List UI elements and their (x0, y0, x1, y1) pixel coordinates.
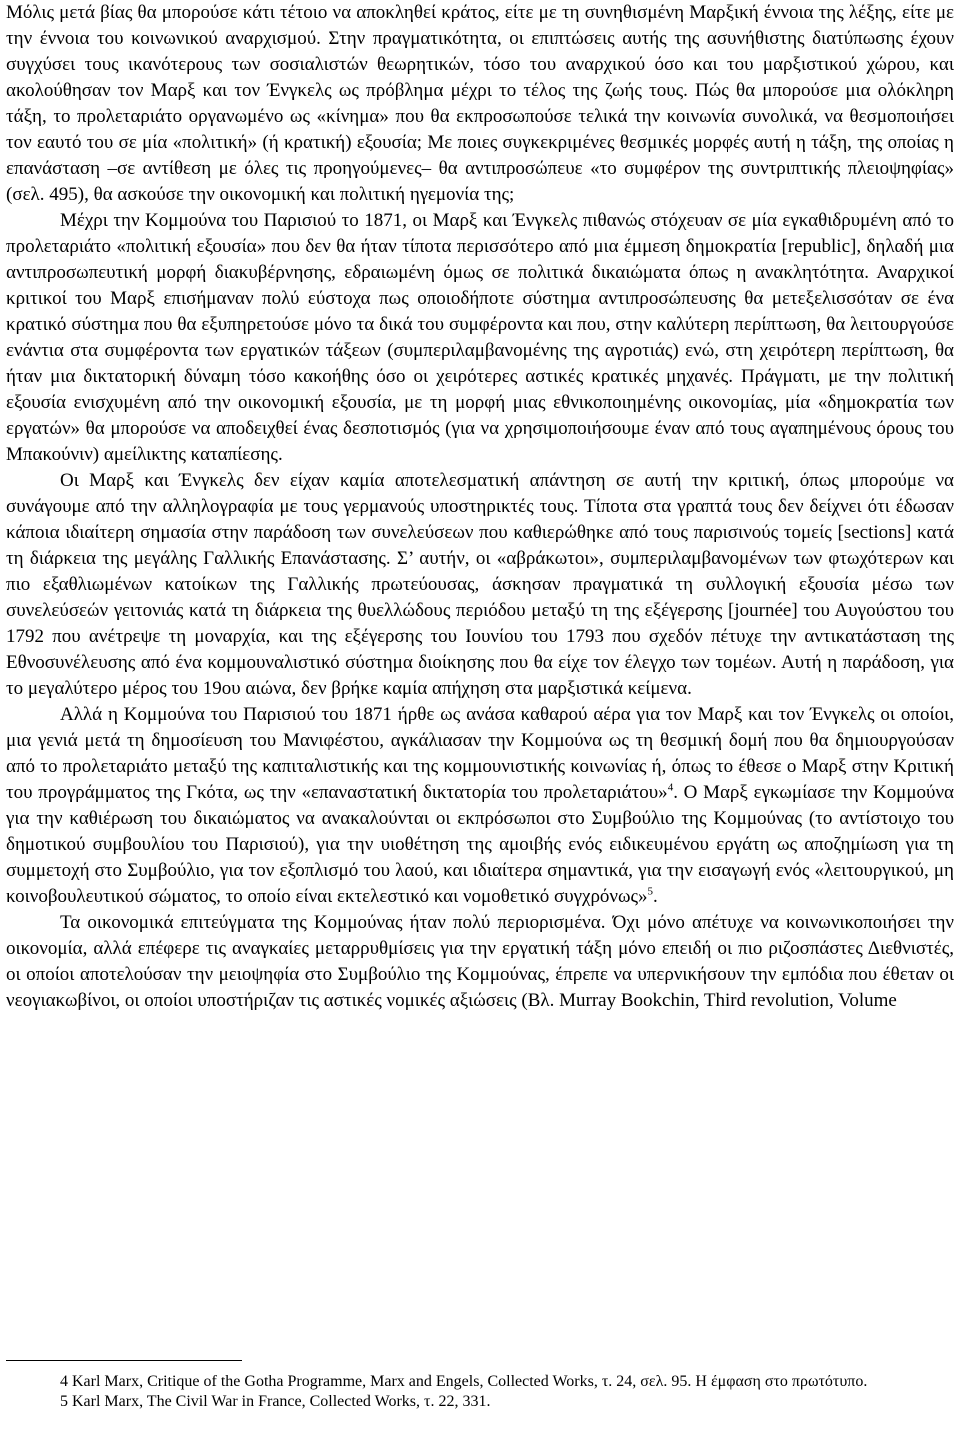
paragraph-2 (6, 208, 954, 468)
footnote-separator (6, 1360, 242, 1361)
paragraph-1 (6, 0, 954, 208)
paragraph-4 (6, 702, 954, 910)
document-body (6, 0, 954, 1014)
footnote-4: 4 Karl Marx, Critique of the Gotha Programme, Marx and Engels, Collected Works, τ. 24, σελ. 95. Η έμφαση στο πρωτότυπο. (60, 1373, 868, 1390)
footnote-ref-5[interactable]: 5 (647, 885, 654, 898)
paragraph-2-text: Μέχρι την Κομμούνα του Παρισιού το 1871, οι Μαρξ και Ένγκελς πιθανώς στόχευαν σε μία εγκαθιδρυμένη από το προλεταριάτο «πολιτική εξουσία» που δεν θα ήταν τίποτα περισσότερο από μια έμμεση δημοκρατία [republic], δηλαδή μια αντιπροσωπευτική μορφή διακυβέρνησης, εδραιωμένη όμως σε πολιτικά δικαιώματα όπως η ανακλητότητα. Αναρχικοί κριτικοί του Μαρξ επισήμαναν πολύ εύστοχα πως οποιοδήποτε σύστημα αντιπροσώπευσης θα μετεξελισσόταν σε ένα κρατικό σύστημα που θα εξυπηρετούσε μόνο τα δικά του συμφέροντα και που, στην καλύτερη περίπτωση, θα λειτουργούσε ενάντια στα συμφέροντα των εργατικών τάξεων (συμπεριλαμβανομένης της αγροτιάς) ενώ, στη χειρότερη περίπτωση, θα ήταν μια δικτατορική δύναμη τόσο κακοήθης όσο οι χειρότερες αστικές κρατικές μηχανές. Πράγματι, με την πολιτική εξουσία ενισχυμένη από την οικονομική εξουσία, με τη μορφή μιας εθνικοποιημένης οικονομίας, μία «δημοκρατία των εργατών» θα μπορούσε να αποδειχθεί ένας δεσποτισμός (για να χρησιμοποιήσουμε έναν από τους αγαπημένους όρους του Μπακούνιν) αμείλικτης καταπίεσης. (6, 210, 954, 465)
paragraph-3-text: Οι Μαρξ και Ένγκελς δεν είχαν καμία αποτελεσματική απάντηση σε αυτή την κριτική, όπως μπορούμε να συνάγουμε από την αλληλογραφία με τους γερμανούς υποστηρικτές τους. Τίποτα στα γραπτά τους δεν δείχνει ότι έδωσαν κάποια ιδιαίτερη σημασία στην παράδοση των συνελεύσεων που καθιερώθηκε από τους παρισινούς τομείς [sections] κατά τη διάρκεια της μεγάλης Γαλλικής Επανάστασης. Σ’ αυτήν, οι «αβράκωτοι», συμπεριλαμβανομένων των φτωχότερων και πιο εξαθλιωμένων κατοίκων της Γαλλικής πρωτεύουσας, άσκησαν πραγματικά τη συλλογική εξουσία μέσω των συνελεύσεών γειτονιάς κατά τη διάρκεια της θυελλώδους περιόδου μεταξύ τη της εξέγερσης [journée] του Αυγούστου του 1792 που ανέτρεψε τη μοναρχία, και της εξέγερσης του Ιουνίου του 1793 που σχεδόν πέτυχε την αντικατάσταση της Εθνοσυνέλευσης από ένα κομμουναλιστικό σύστημα διοίκησης που θα είχε τον έλεγχο των τομέων. Αυτή η παράδοση, για το μεγαλύτερο μέρος του 19ου αιώνα, δεν βρήκε καμία απήχηση στα μαρξιστικά κείμενα. (6, 470, 954, 699)
footnotes (6, 1372, 954, 1412)
footnote-5: 5 Karl Marx, The Civil War in France, Collected Works, τ. 22, 331. (60, 1393, 491, 1410)
paragraph-1-text: Μόλις μετά βίας θα μπορούσε κάτι τέτοιο να αποκληθεί κράτος, είτε με τη συνηθισμένη Μαρξική έννοια της λέξης, είτε με την έννοια του κοινωνικού αναρχισμού. Στην πραγματικότητα, οι επιπτώσεις αυτής της ασυνήθιστης διατύπωσης έχουν συγχύσει τους ικανότερους των σοσιαλιστών θεωρητικών, τόσο του αναρχικού όσο και του μαρξιστικού χώρου, και ακολούθησαν τον Μαρξ και τον Ένγκελς ως πρόβλημα μέχρι το τέλος της ζωής τους. Πώς θα μπορούσε μια ολόκληρη τάξη, το προλεταριάτο οργανωμένο ως «κίνημα» που θα εκπροσωπούσε τελικά την κοινωνία συνολικά, να θεσμοποιήσει τον εαυτό του σε μία «πολιτική» (ή κρατική) εξουσία; Με ποιες συγκεκριμένες θεσμικές μορφές αυτή η τάξη, της οποίας η επανάσταση –σε αντίθεση με όλες τις προηγούμενες– θα αντιπροσώπευε «το συμφέρον της συντριπτικής πλειοψηφίας» (σελ. 495), θα ασκούσε την οικονομική και πολιτική ηγεμονία της; (6, 2, 954, 205)
paragraph-3 (6, 468, 954, 702)
paragraph-4-tail: . Ο Μαρξ εγκωμίασε την Κομμούνα για την καθιέρωση του δικαιώματος να ανακαλούνται οι εκπρόσωποι στο Συμβούλιο της Κομμούνας (το αντίστοιχο του δημοτικού συμβουλίου του Παρισιού), για την υιοθέτηση της αμοιβής ενός ειδικευμένου εργάτη ως αποζημίωση για τη συμμετοχή στο Συμβούλιο, για τον εξοπλισμό του λαού, και ιδιαίτερα σημαντικά, για την εισαγωγή ενός «λειτουργικού, μη κοινοβουλευτικού σώματος, το οποίο είναι εκτελεστικό και νομοθετικό συγχρόνως» (6, 782, 954, 907)
paragraph-5-text: Τα οικονομικά επιτεύγματα της Κομμούνας ήταν πολύ περιορισμένα. Όχι μόνο απέτυχε να κοινωνικοποιήσει την οικονομία, αλλά επέφερε τις αναγκαίες μεταρρυθμίσεις για την εργατική τάξη μόνο επειδή οι πιο ριζοσπάστες Διεθνιστές, οι οποίοι αποτελούσαν την μειοψηφία στο Συμβούλιο της Κομμούνας, έπρεπε να υπερνικήσουν την εμπόδια που έθεταν οι νεογιακωβίνοι, οι οποίοι υποστήριζαν τις αστικές νομικές αξιώσεις (Βλ. Murray Bookchin, Third revolution, Volume (6, 912, 954, 1011)
paragraph-4-text: Αλλά η Κομμούνα του Παρισιού του 1871 ήρθε ως ανάσα καθαρού αέρα για τον Μαρξ και τον Ένγκελς οι οποίοι, μια γενιά μετά τη δημοσίευση του Μανιφέστου, αγκάλιασαν την Κομμούνα ως τη θεσμική δομή που θα δημιουργούσαν από το προλεταριάτο μεταξύ της καπιταλιστικής και της κομμουνιστικής κοινωνίας ή, όπως το έθεσε ο Μαρξ στην Κριτική του προγράμματος της Γκότα, ως την «επαναστατική δικτατορία του προλεταριάτου» (6, 704, 954, 803)
paragraph-5 (6, 910, 954, 1014)
paragraph-4-end: . (653, 886, 658, 907)
footnote-ref-4[interactable]: 4 (667, 781, 674, 794)
